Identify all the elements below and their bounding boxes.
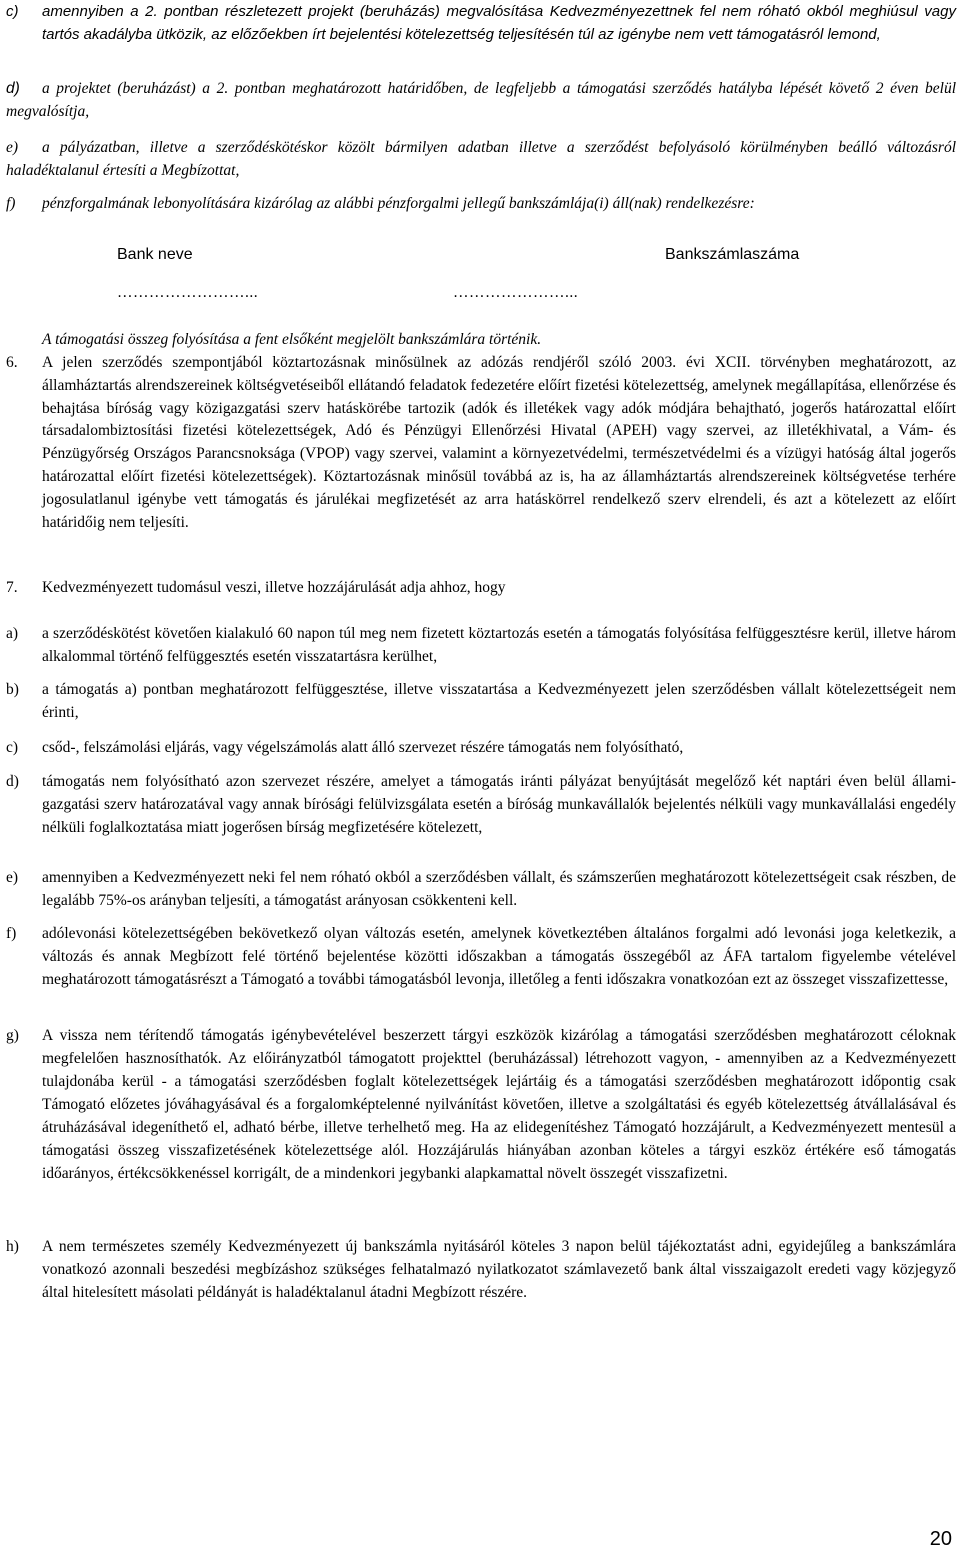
item-label: c) xyxy=(6,3,19,20)
s7-item-h xyxy=(6,1235,956,1304)
item-label: e) xyxy=(6,139,19,156)
section-text: A jelen szerződés szempontjából köztartozásnak minősülnek az adózás rendjéről szóló 2003. évi XCII. törvényben meghatározott, az államháztartás alrendszereinek költségvetéseiből ellátandó feladatok fedezetére előírt fizetési kötelezettség, amelynek megállapítása, ellenőrzése és behajtása bíróság vagy közigazgatási szerv hatáskörébe tartozik (adók és illetékek vagy adók módjára behajtható, jogerős határozattal előírt társadalombiztosítási fizetési kötelezettségek, Adó és Pénzügyi Ellenőrzési Hivatal (APEH) vagy szervei, az illetékhivatal, a Vám- és Pénzügyőrség Országos Parancsnoksága (VPOP) vagy szervei, valamint a környezetvédelmi, természetvédelmi és a vízügyi hatóság által jogerős határozattal előírt fizetési kötelezettségek). Köztartozásnak minősül továbbá az is, ha az államháztartás alrendszereinek költségvetése terhére jogosulatlanul igénybe vett támogatás és járulékai megfizetését az arra hatáskörrel rendelkező szerv elrendeli, és azt a kötelezett az előírt határidőig nem teljesíti. xyxy=(42,354,956,531)
bank-name-placeholder: ……………………... xyxy=(117,284,259,301)
item-label: f) xyxy=(6,925,17,942)
item-label: g) xyxy=(6,1027,19,1044)
item-text: A nem természetes személy Kedvezményezett új bankszámla nyitásáról köteles 3 napon belül tájékoztatást adni, egyidejűleg a bankszámlára vonatkozó azonnali beszedési megbízáshoz szükséges felhatalmazó nyilatkozatot számlavezető bank által visszaigazolt eredeti vagy közjegyző által hitelesített másolati példányát is haladéktalanul átadni Megbízott részére. xyxy=(42,1238,956,1301)
page-number: 20 xyxy=(929,1528,952,1550)
item-label: b) xyxy=(6,681,19,698)
list-item-c xyxy=(6,0,956,46)
section-7-intro xyxy=(6,576,956,599)
item-text: a projektet (beruházást) a 2. pontban meghatározott határidőben, de legfeljebb a támogatási szerződés hatályba lépését követő 2 éven belül megvalósítja, xyxy=(6,80,956,120)
item-label: c) xyxy=(6,739,19,756)
s7-item-g xyxy=(6,1024,956,1185)
bank-account-placeholder: …………………... xyxy=(453,284,579,301)
section-number: 6. xyxy=(6,354,18,371)
item-text: a szerződéskötést követően kialakuló 60 napon túl meg nem fizetett köztartozás esetén a támogatás folyósítása felfüggesztésre kerül, illetve három alkalommal történő felfüggesztés esetén visszatartásra kerülhet, xyxy=(42,625,956,665)
item-label: d) xyxy=(6,80,20,97)
bank-account-header: Bankszámlaszáma xyxy=(665,246,800,263)
item-text: a támogatás a) pontban meghatározott felfüggesztése, illetve visszatartása a Kedvezményezett jelen szerződésben vállalt kötelezettségeit nem érinti, xyxy=(42,681,956,721)
item-label: d) xyxy=(6,773,19,790)
item-text: a pályázatban, illetve a szerződéskötéskor közölt bármilyen adatban illetve a szerződést befolyásoló körülményben beálló változásról haladéktalanul értesíti a Megbízottat, xyxy=(6,139,956,179)
item-text: amennyiben a Kedvezményezett neki fel nem róható okból a szerződésben vállalt, és számszerűen meghatározott kötelezettségeit csak részben, de legalább 75%-os arányban teljesíti, a támogatást arányosan csökkenteni kell. xyxy=(42,869,956,909)
s7-item-c xyxy=(6,736,956,759)
section-number: 7. xyxy=(6,579,18,596)
s7-item-f xyxy=(6,922,956,991)
list-item-d xyxy=(6,77,956,123)
item-label: h) xyxy=(6,1238,19,1255)
item-text: amennyiben a 2. pontban részletezett projekt (beruházás) megvalósítása Kedvezményezettnek fel nem róható okból meghiúsul vagy tartós akadályba ütközik, az előzőekben írt bejelentési kötelezettség teljesítésén túl az igénybe nem vett támogatásról lemond, xyxy=(42,3,956,43)
list-item-e xyxy=(6,136,956,182)
section-6 xyxy=(6,352,956,534)
s7-item-d xyxy=(6,770,956,839)
item-text: támogatás nem folyósítható azon szervezet részére, amelyet a támogatás iránti pályázat benyújtását megelőző két naptári éven belül államigazgatási szerv határozatával vagy annak bírósági felülvizsgálata esetén a bíróság munkavállalók bejelentés nélküli vagy munkavállalási engedély nélküli foglalkoztatása miatt jogerősen bírság megfizetésére kötelezett, xyxy=(42,773,956,836)
item-text: A vissza nem térítendő támogatás igénybevételével beszerzett tárgyi eszközök kizárólag a támogatási szerződésben meghatározott céloknak megfelelően hasznosíthatók. Az előirányzatból támogatott projekttel (beruházással) létrehozott vagyon, - amennyiben az a Kedvezményezett tulajdonába kerül - a támogatási szerződésben foglalt kötelezettségek lejártáig és a támogatási szerződésben meghatározott időpontig csak Támogató előzetes jóváhagyásával és a forgalomképtelenné nyilvánítást követően, illetve a szolgáltatási és egyéb kötelezettség átvállalásával és átruházásával idegeníthető el, adható bérbe, illetve terhelhető meg. Ha az elidegenítéshez Támogató hozzájárult, a Kedvezményezett mentesül a támogatási összeg visszafizetésének kötelezettsége alól. Hozzájárulás hiányában azonban köteles a tárgyi eszköz értékére eső támogatás időarányos, értékcsökkenéssel korrigált, de a mindenkori jegybanki alapkamattal növelt összegét visszafizetni. xyxy=(42,1027,956,1182)
payment-note: A támogatási összeg folyósítása a fent elsőként megjelölt bankszámlára történik. xyxy=(42,331,542,348)
item-label: a) xyxy=(6,625,19,642)
s7-item-a xyxy=(6,622,956,668)
bank-name-header: Bank neve xyxy=(117,246,193,263)
item-text: adólevonási kötelezettségében bekövetkező olyan változás esetén, amelynek következtében általános forgalmi adó levonási joga keletkezik, a változás és annak Megbízott felé történő bejelentése közötti időszakban a támogatás összegéből az ÁFA tartalom figyelembe vételével meghatározott támogatásrészt a Támogató a további támogatásból levonja, illetőleg a fenti időszakra vonatkozóan ezt az összeget visszafizettesse, xyxy=(42,925,956,988)
item-label: e) xyxy=(6,869,19,886)
list-item-f xyxy=(6,192,956,215)
s7-item-e xyxy=(6,866,956,912)
item-label: f) xyxy=(6,195,16,212)
item-text: pénzforgalmának lebonyolítására kizárólag az alábbi pénzforgalmi jellegű bankszámlája(i) áll(nak) rendelkezésre: xyxy=(42,195,755,212)
item-text: csőd-, felszámolási eljárás, vagy végelszámolás alatt álló szervezet részére támogatás nem folyósítható, xyxy=(42,739,684,756)
s7-item-b xyxy=(6,678,956,724)
section-text: Kedvezményezett tudomásul veszi, illetve hozzájárulását adja ahhoz, hogy xyxy=(42,579,506,596)
